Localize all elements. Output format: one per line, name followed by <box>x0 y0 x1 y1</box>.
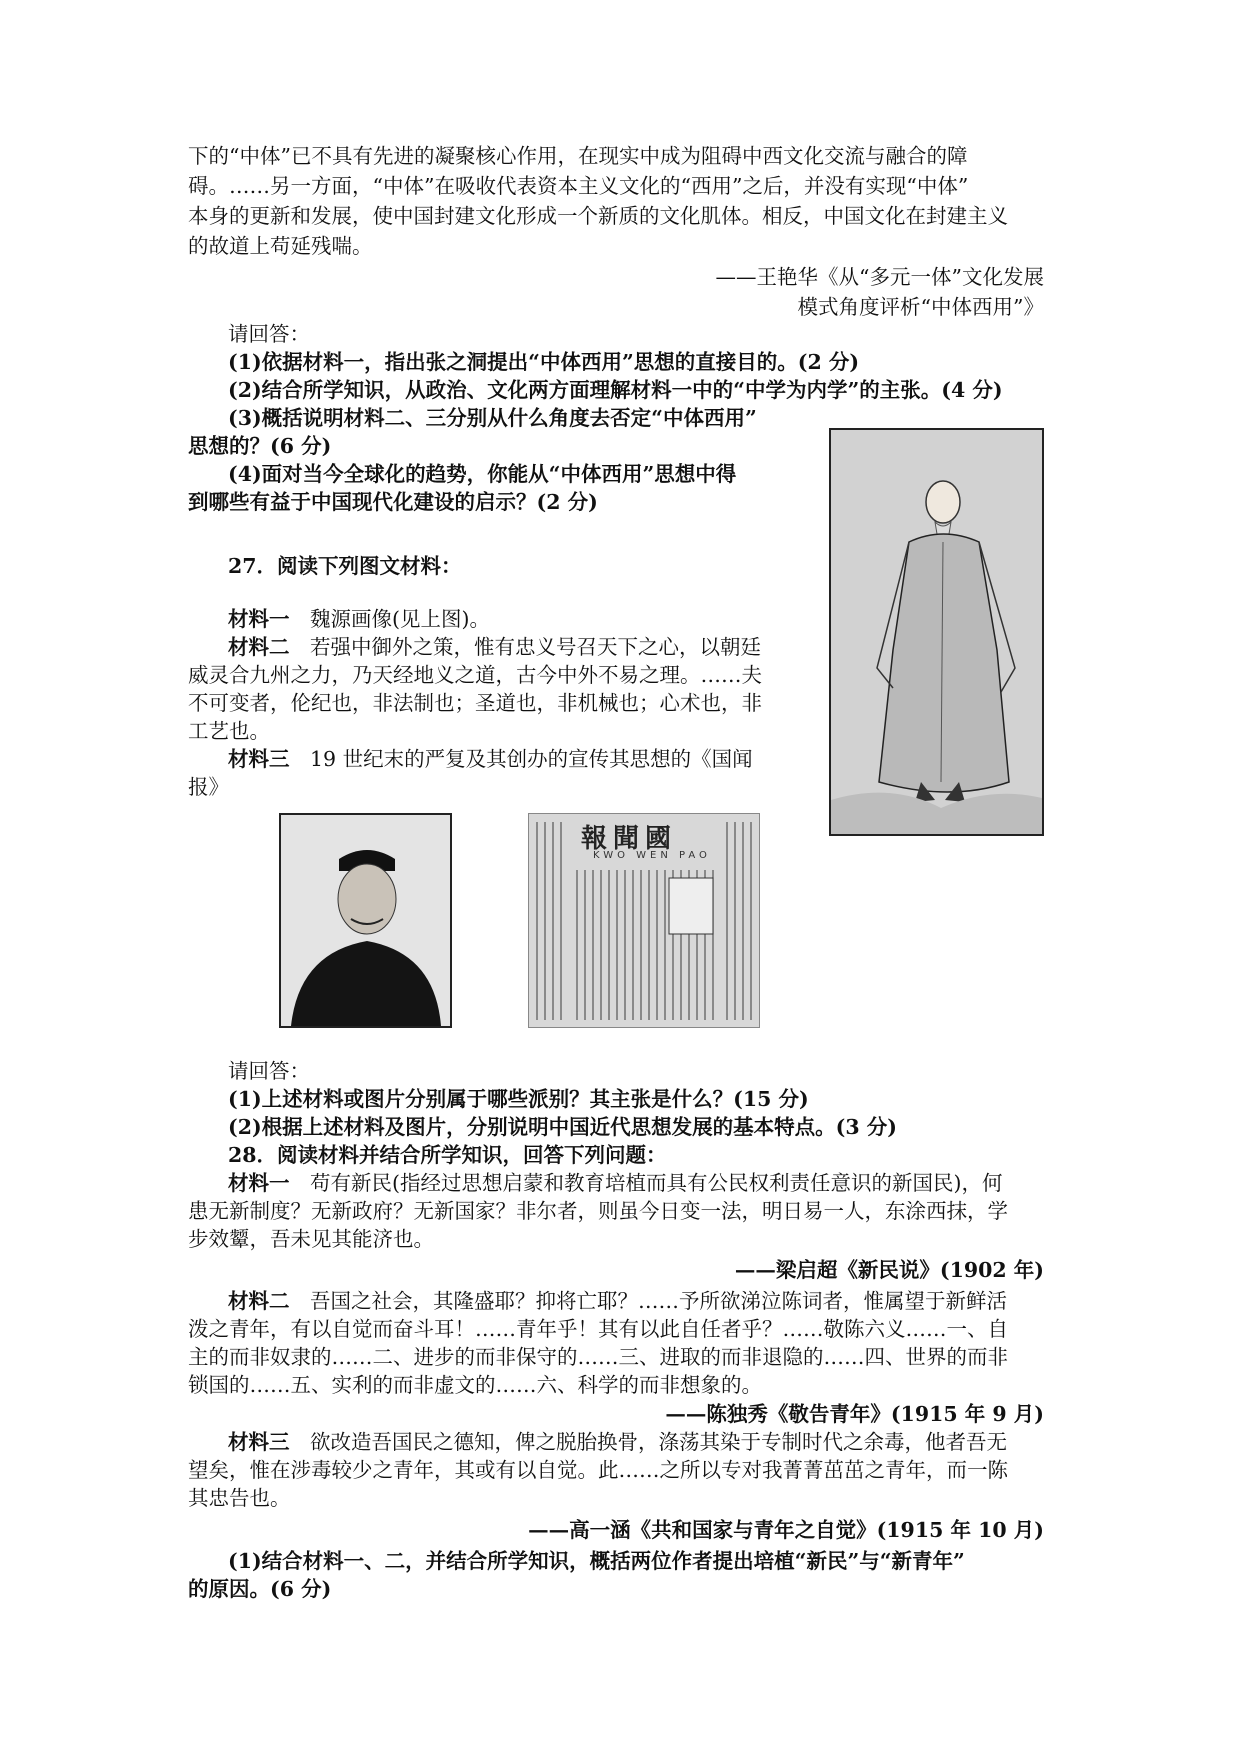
material-label: 材料二 <box>228 1289 290 1313</box>
answer-prompt: 请回答： <box>228 322 310 346</box>
question-item: (1)依据材料一，指出张之洞提出“中体西用”思想的直接目的。(2 分) <box>228 350 860 374</box>
material-label: 材料三 <box>228 747 290 771</box>
newspaper-romanized-title: KWO WEN PAO <box>593 850 711 861</box>
material-text: 若强中御外之策，惟有忠义号召天下之心，以朝廷 <box>310 635 761 659</box>
material-label: 材料三 <box>228 1430 290 1454</box>
material-text: 望矣，惟在涉毒较少之青年，其或有以自觉。此……之所以专对我菁菁茁茁之青年，而一陈 <box>188 1458 1008 1482</box>
material-text: 工艺也。 <box>188 719 270 743</box>
material-label: 材料一 <box>228 607 290 631</box>
question-title: 27．阅读下列图文材料： <box>228 554 462 578</box>
material-two <box>228 633 848 661</box>
material-three <box>228 1428 1084 1456</box>
question-item: (3)概括说明材料二、三分别从什么角度去否定“中体西用” <box>228 406 757 430</box>
source-citation: ——陈独秀《敬告青年》(1915 年 9 月) <box>665 1402 1044 1426</box>
source-citation: ——高一涵《共和国家与青年之自觉》(1915 年 10 月) <box>528 1518 1044 1542</box>
material-text: 泼之青年，有以自觉而奋斗耳！……青年乎！其有以此自任者乎？……敬陈六义……一、自 <box>188 1317 1008 1341</box>
source-citation: ——梁启超《新民说》(1902 年) <box>734 1258 1044 1282</box>
question-item: 的原因。(6 分) <box>188 1577 332 1601</box>
material-text: 吾国之社会，其隆盛耶？抑将亡耶？……予所欲涕泣陈词者，惟属望于新鲜活 <box>310 1289 1007 1313</box>
material-text: 威灵合九州之力，乃天经地义之道，古今中外不易之理。……夫 <box>188 663 762 687</box>
question-item: (2)结合所学知识，从政治、文化两方面理解材料一中的“中学为内学”的主张。(4 分) <box>228 378 1003 402</box>
passage-line: 本身的更新和发展，使中国封建文化形成一个新质的文化肌体。相反，中国文化在封建主义 <box>188 204 1008 228</box>
material-text: 19 世纪末的严复及其创办的宣传其思想的《国闻 <box>310 747 753 771</box>
material-label: 材料二 <box>228 635 290 659</box>
question-item: (1)结合材料一、二，并结合所学知识，概括两位作者提出培植“新民”与“新青年” <box>228 1549 965 1573</box>
material-one <box>228 1169 1084 1197</box>
passage-line: 下的“中体”已不具有先进的凝聚核心作用，在现实中成为阻碍中西文化交流与融合的障 <box>188 144 968 168</box>
question-item: (1)上述材料或图片分别属于哪些派别？其主张是什么？(15 分) <box>228 1087 809 1111</box>
material-text: 苟有新民(指经过思想启蒙和教育培植而具有公民权利责任意识的新国民)，何 <box>310 1171 1003 1195</box>
material-one <box>228 605 1084 633</box>
yan-fu-photo <box>279 813 452 1028</box>
answer-prompt: 请回答： <box>228 1059 310 1083</box>
material-label: 材料一 <box>228 1171 290 1195</box>
passage-line: 碍。……另一方面，“中体”在吸收代表资本主义文化的“西用”之后，并没有实现“中体” <box>188 174 969 198</box>
newspaper-columns <box>529 814 759 1027</box>
source-citation: 模式角度评析“中体西用”》 <box>797 295 1044 319</box>
material-two <box>228 1287 1084 1315</box>
material-text: 报》 <box>188 775 229 799</box>
question-title: 28．阅读材料并结合所学知识，回答下列问题： <box>228 1143 667 1167</box>
material-three <box>228 745 848 773</box>
source-citation: ——王艳华《从“多元一体”文化发展 <box>715 265 1044 289</box>
material-text: 锁国的……五、实利的而非虚文的……六、科学的而非想象的。 <box>188 1373 762 1397</box>
portrait-drawing <box>281 815 450 1026</box>
material-text: 患无新制度？无新政府？无新国家？非尔者，则虽今日变一法，明日易一人，东涂西抹，学 <box>188 1199 1008 1223</box>
material-text: 魏源画像(见上图)。 <box>310 607 490 631</box>
material-text: 欲改造吾国民之德知，俾之脱胎换骨，涤荡其染于专制时代之余毒，他者吾无 <box>310 1430 1007 1454</box>
material-text: 不可变者，伦纪也，非法制也；圣道也，非机械也；心术也，非 <box>188 691 762 715</box>
material-text: 步效颦，吾未见其能济也。 <box>188 1227 434 1251</box>
material-text: 其忠告也。 <box>188 1486 291 1510</box>
newspaper-masthead: 報聞國 <box>581 824 678 854</box>
question-item: 思想的？(6 分) <box>188 434 332 458</box>
material-text: 主的而非奴隶的……二、进步的而非保守的……三、进取的而非退隐的……四、世界的而非 <box>188 1345 1008 1369</box>
question-item: 到哪些有益于中国现代化建设的启示？(2 分) <box>188 490 598 514</box>
question-item: (2)根据上述材料及图片，分别说明中国近代思想发展的基本特点。(3 分) <box>228 1115 897 1139</box>
passage-line: 的故道上苟延残喘。 <box>188 234 373 258</box>
question-item: (4)面对当今全球化的趋势，你能从“中体西用”思想中得 <box>228 462 737 486</box>
guowen-newspaper-image <box>528 813 760 1028</box>
